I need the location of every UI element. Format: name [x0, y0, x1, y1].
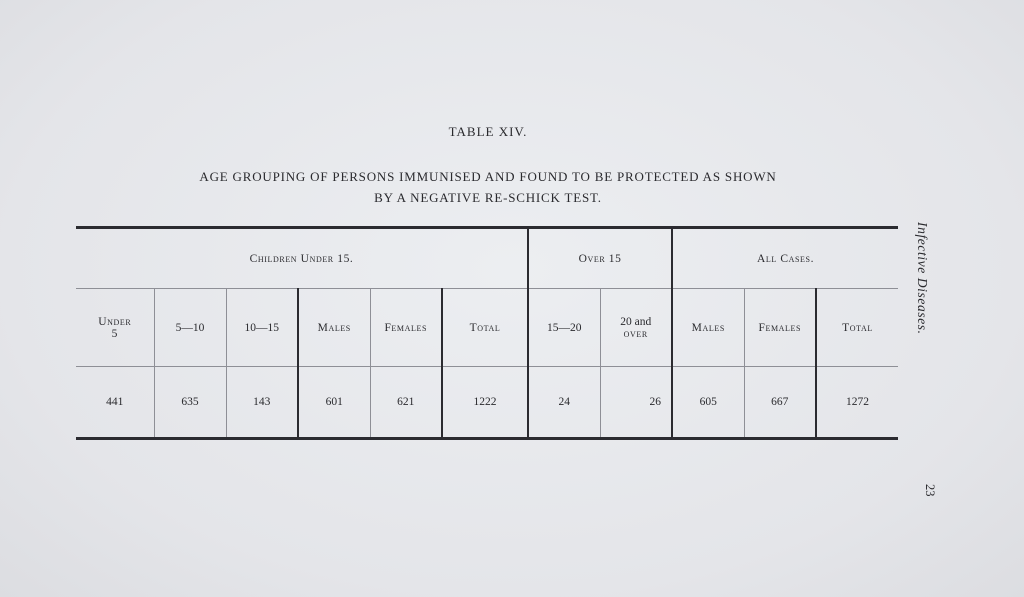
header-under-5-line2: 5: [111, 327, 118, 340]
header-15-20: 15—20: [528, 289, 600, 367]
header-under-5: [76, 289, 154, 367]
header-20-and-over-line2: over: [623, 327, 648, 340]
header-10-15: 10—15: [226, 289, 298, 367]
value-all-females: 667: [744, 367, 816, 439]
value-children-males: 601: [298, 367, 370, 439]
header-children-total: Total: [442, 289, 528, 367]
header-children-males: Males: [298, 289, 370, 367]
value-5-10: 635: [154, 367, 226, 439]
group-over-15: Over 15: [528, 228, 672, 289]
value-15-20: 24: [528, 367, 600, 439]
age-grouping-table: [76, 226, 898, 440]
header-5-10: 5—10: [154, 289, 226, 367]
value-all-males: 605: [672, 367, 744, 439]
running-head-text: Infective Diseases.: [915, 222, 930, 335]
running-head: [890, 218, 1010, 358]
subtitle-line-2: BY A NEGATIVE RE-SCHICK TEST.: [374, 190, 602, 205]
table-title: TABLE XIV.: [448, 124, 528, 139]
value-row: [76, 367, 898, 439]
group-header-row: [76, 228, 898, 289]
table-subtitle: [0, 166, 976, 208]
header-children-females: Females: [370, 289, 442, 367]
header-20-and-over: [600, 289, 672, 367]
header-20-and-over-line1: 20 and: [620, 315, 652, 328]
header-under-5-line1: Under: [98, 315, 132, 328]
subtitle-line-1: AGE GROUPING OF PERSONS IMMUNISED AND FOUND TO BE PROTECTED AS SHOWN: [199, 169, 777, 184]
page-number: [914, 484, 944, 514]
value-all-total: 1272: [846, 396, 870, 408]
group-children-under-15: Children Under 15.: [76, 228, 528, 289]
value-20-and-over: 26: [600, 367, 672, 439]
header-all-males: Males: [672, 289, 744, 367]
header-all-females: Females: [744, 289, 816, 367]
value-children-total: 1222: [442, 367, 528, 439]
value-10-15: 143: [226, 367, 298, 439]
page-number-text: 23: [923, 484, 937, 497]
value-children-females: 621: [370, 367, 442, 439]
column-header-row: [76, 289, 898, 367]
header-all-total: Total: [816, 289, 898, 367]
group-all-cases: All Cases.: [672, 228, 898, 289]
value-under-5: 441: [76, 367, 154, 439]
